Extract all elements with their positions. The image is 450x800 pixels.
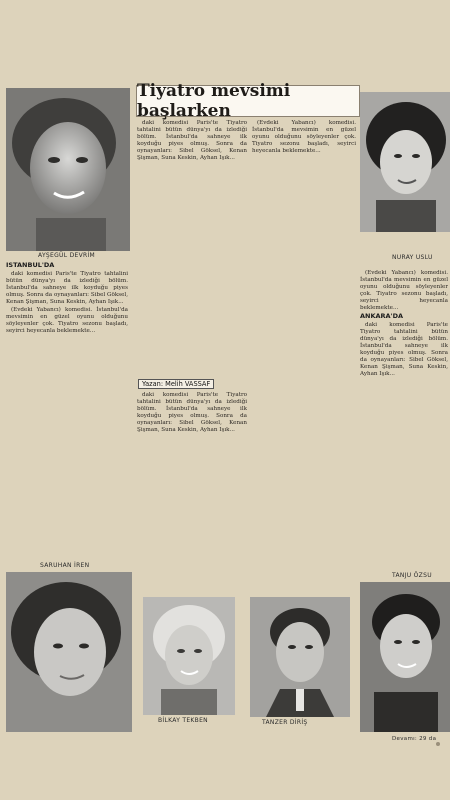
photo-tanzer-diris: [250, 597, 350, 717]
photo-nuray-uslu: [360, 92, 450, 232]
caption-tanju-ozsu: TANJU ÖZSU: [392, 572, 432, 579]
photo-aysegul-devrim: [6, 88, 130, 251]
caption-saruhan-iren: SARUHAN İREN: [40, 562, 90, 569]
byline: [138, 380, 214, 388]
left-paragraph-2: (Evdeki Yabancı) komedisi. İstanbul'da mevsimin en güzel oyunu olduğunu söyleyenler çok. Tiyatro sezonu başladı, seyirci heyecanla beklemekte...: [6, 307, 128, 335]
caption-tanzer-diris: TANZER DİRİŞ: [262, 719, 308, 726]
photo-bilkay-tekben: [143, 597, 235, 715]
istanbul-heading: İSTANBUL'DA: [6, 262, 55, 269]
caption-bilkay-tekben: BİLKAY TEKBEN: [158, 717, 208, 724]
right-paragraph: (Evdeki Yabancı) komedisi. İstanbul'da mevsimin en güzel oyunu olduğunu söyleyenler çok. Tiyatro sezonu başladı, seyirci heyecanla beklemekte...: [360, 270, 448, 311]
photo-saruhan-iren: [6, 572, 132, 732]
right-paragraph-2: daki komedisi Paris'te Tiyatro tahtalini bütün dünya'yı da izlediği bölüm. İstanbul'da sahneye ilk koyduğu piyes olmuş. Sonra da oynayanları: Sibel Göksel, Kenan Şişman, Suna Keskin, Ayhan Işık...: [360, 322, 448, 377]
left-text-column: [6, 262, 128, 547]
ankara-heading: ANKARA'DA: [360, 312, 403, 321]
continued-note: Devamı: 29 da: [392, 736, 437, 742]
middle-text-column-2: [252, 120, 356, 590]
middle-paragraph-2: (Evdeki Yabancı) komedisi. İstanbul'da mevsimin en güzel oyunu olduğunu söyleyenler çok. Tiyatro sezonu başladı, seyirci heyecanla beklemekte...: [252, 120, 356, 154]
left-paragraph: daki komedisi Paris'te Tiyatro tahtalini bütün dünya'yı da izlediği bölüm. İstanbul'da sahneye ilk koyduğu piyes olmuş. Sonra da oynayanları: Sibel Göksel, Kenan Şişman, Suna Keskin, Ayhan Işık...: [6, 270, 128, 305]
photo-tanju-ozsu: [360, 582, 450, 732]
caption-nuray-uslu: NURAY USLU: [392, 254, 433, 261]
caption-aysegul-devrim: AYŞEGÜL DEVRİM: [38, 252, 96, 259]
byline-text: Yazan: Melih VASSAF: [138, 379, 214, 389]
middle-paragraph-3: daki komedisi Paris'te Tiyatro tahtalini bütün dünya'yı da izlediği bölüm. İstanbul'da sahneye ilk koyduğu piyes olmuş. Sonra da oynayanları: Sibel Göksel, Kenan Şişman, Suna Keskin, Ayhan Işık...: [137, 392, 247, 433]
decorative-dot: [436, 742, 440, 746]
middle-text-column-3: [137, 392, 247, 592]
middle-paragraph: daki komedisi Paris'te Tiyatro tahtalini bütün dünya'yı da izlediği bölüm. İstanbul'da sahneye ilk koyduğu piyes olmuş. Sonra da oynayanları: Sibel Göksel, Kenan Şişman, Suna Keskin, Ayhan Işık...: [137, 120, 247, 161]
middle-text-column-1: [137, 120, 247, 378]
article-title: Tiyatro mevsimi başlarken: [136, 85, 360, 117]
right-text-column: [360, 270, 448, 555]
